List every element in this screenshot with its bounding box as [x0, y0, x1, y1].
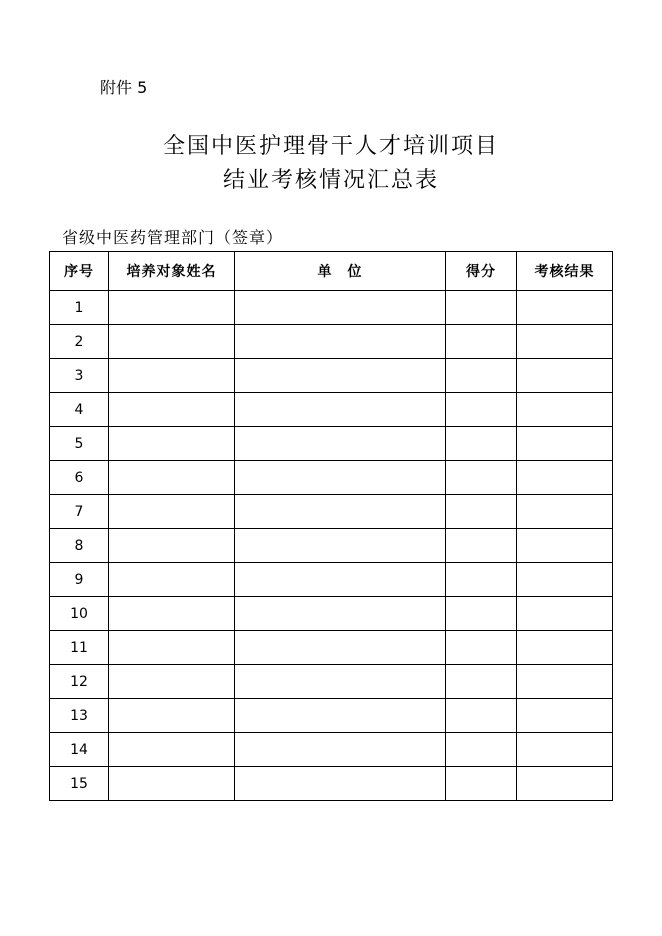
table-row: [50, 631, 613, 665]
table-row: [50, 291, 613, 325]
header-unit: 单 位: [235, 252, 446, 291]
assessment-result-cell: [517, 733, 613, 767]
unit-cell: [235, 597, 446, 631]
unit-cell: [235, 325, 446, 359]
serial-number-cell: 4: [50, 393, 109, 427]
unit-cell: [235, 461, 446, 495]
unit-cell: [235, 393, 446, 427]
score-cell: [446, 393, 517, 427]
trainee-name-cell: [109, 461, 235, 495]
assessment-result-cell: [517, 631, 613, 665]
trainee-name-cell: [109, 495, 235, 529]
serial-number-cell: 14: [50, 733, 109, 767]
trainee-name-cell: [109, 529, 235, 563]
score-cell: [446, 325, 517, 359]
serial-number-cell: 6: [50, 461, 109, 495]
score-cell: [446, 597, 517, 631]
table-row: [50, 767, 613, 801]
table-row: [50, 665, 613, 699]
table-row: [50, 359, 613, 393]
table-row: [50, 461, 613, 495]
score-cell: [446, 291, 517, 325]
score-cell: [446, 665, 517, 699]
summary-table: [49, 251, 613, 801]
unit-cell: [235, 427, 446, 461]
unit-cell: [235, 359, 446, 393]
assessment-result-cell: [517, 393, 613, 427]
trainee-name-cell: [109, 563, 235, 597]
assessment-result-cell: [517, 699, 613, 733]
table-row: [50, 733, 613, 767]
serial-number-cell: 15: [50, 767, 109, 801]
unit-cell: [235, 291, 446, 325]
header-score: 得分: [446, 252, 517, 291]
score-cell: [446, 359, 517, 393]
header-assessment-result: 考核结果: [517, 252, 613, 291]
score-cell: [446, 427, 517, 461]
unit-cell: [235, 631, 446, 665]
score-cell: [446, 495, 517, 529]
unit-cell: [235, 733, 446, 767]
assessment-result-cell: [517, 767, 613, 801]
score-cell: [446, 767, 517, 801]
serial-number-cell: 5: [50, 427, 109, 461]
serial-number-cell: 12: [50, 665, 109, 699]
table-row: [50, 597, 613, 631]
serial-number-cell: 1: [50, 291, 109, 325]
trainee-name-cell: [109, 359, 235, 393]
assessment-result-cell: [517, 461, 613, 495]
unit-cell: [235, 529, 446, 563]
serial-number-cell: 7: [50, 495, 109, 529]
table-row: [50, 529, 613, 563]
trainee-name-cell: [109, 393, 235, 427]
header-trainee-name: 培养对象姓名: [109, 252, 235, 291]
serial-number-cell: 9: [50, 563, 109, 597]
assessment-result-cell: [517, 665, 613, 699]
serial-number-cell: 3: [50, 359, 109, 393]
serial-number-cell: 2: [50, 325, 109, 359]
score-cell: [446, 461, 517, 495]
document-title-line-2: 结业考核情况汇总表: [222, 168, 439, 193]
table-row: [50, 393, 613, 427]
assessment-result-cell: [517, 529, 613, 563]
table-row: [50, 563, 613, 597]
score-cell: [446, 733, 517, 767]
department-signature-label: 省级中医药管理部门（签章）: [62, 228, 284, 247]
serial-number-cell: 11: [50, 631, 109, 665]
assessment-result-cell: [517, 563, 613, 597]
document-title-line-1: 全国中医护理骨干人才培训项目: [162, 134, 499, 159]
assessment-result-cell: [517, 427, 613, 461]
score-cell: [446, 563, 517, 597]
attachment-label: 附件 5: [100, 78, 148, 97]
serial-number-cell: 13: [50, 699, 109, 733]
trainee-name-cell: [109, 427, 235, 461]
assessment-result-cell: [517, 291, 613, 325]
table-header-row: [50, 252, 613, 291]
trainee-name-cell: [109, 733, 235, 767]
assessment-result-cell: [517, 495, 613, 529]
header-serial-number: 序号: [50, 252, 109, 291]
assessment-result-cell: [517, 325, 613, 359]
serial-number-cell: 8: [50, 529, 109, 563]
unit-cell: [235, 665, 446, 699]
score-cell: [446, 631, 517, 665]
assessment-result-cell: [517, 597, 613, 631]
table-body: [50, 291, 613, 801]
unit-cell: [235, 495, 446, 529]
trainee-name-cell: [109, 665, 235, 699]
table-row: [50, 699, 613, 733]
trainee-name-cell: [109, 291, 235, 325]
trainee-name-cell: [109, 699, 235, 733]
table-row: [50, 325, 613, 359]
trainee-name-cell: [109, 597, 235, 631]
unit-cell: [235, 767, 446, 801]
score-cell: [446, 699, 517, 733]
serial-number-cell: 10: [50, 597, 109, 631]
score-cell: [446, 529, 517, 563]
trainee-name-cell: [109, 767, 235, 801]
table-row: [50, 427, 613, 461]
trainee-name-cell: [109, 325, 235, 359]
trainee-name-cell: [109, 631, 235, 665]
table-row: [50, 495, 613, 529]
unit-cell: [235, 563, 446, 597]
unit-cell: [235, 699, 446, 733]
assessment-result-cell: [517, 359, 613, 393]
